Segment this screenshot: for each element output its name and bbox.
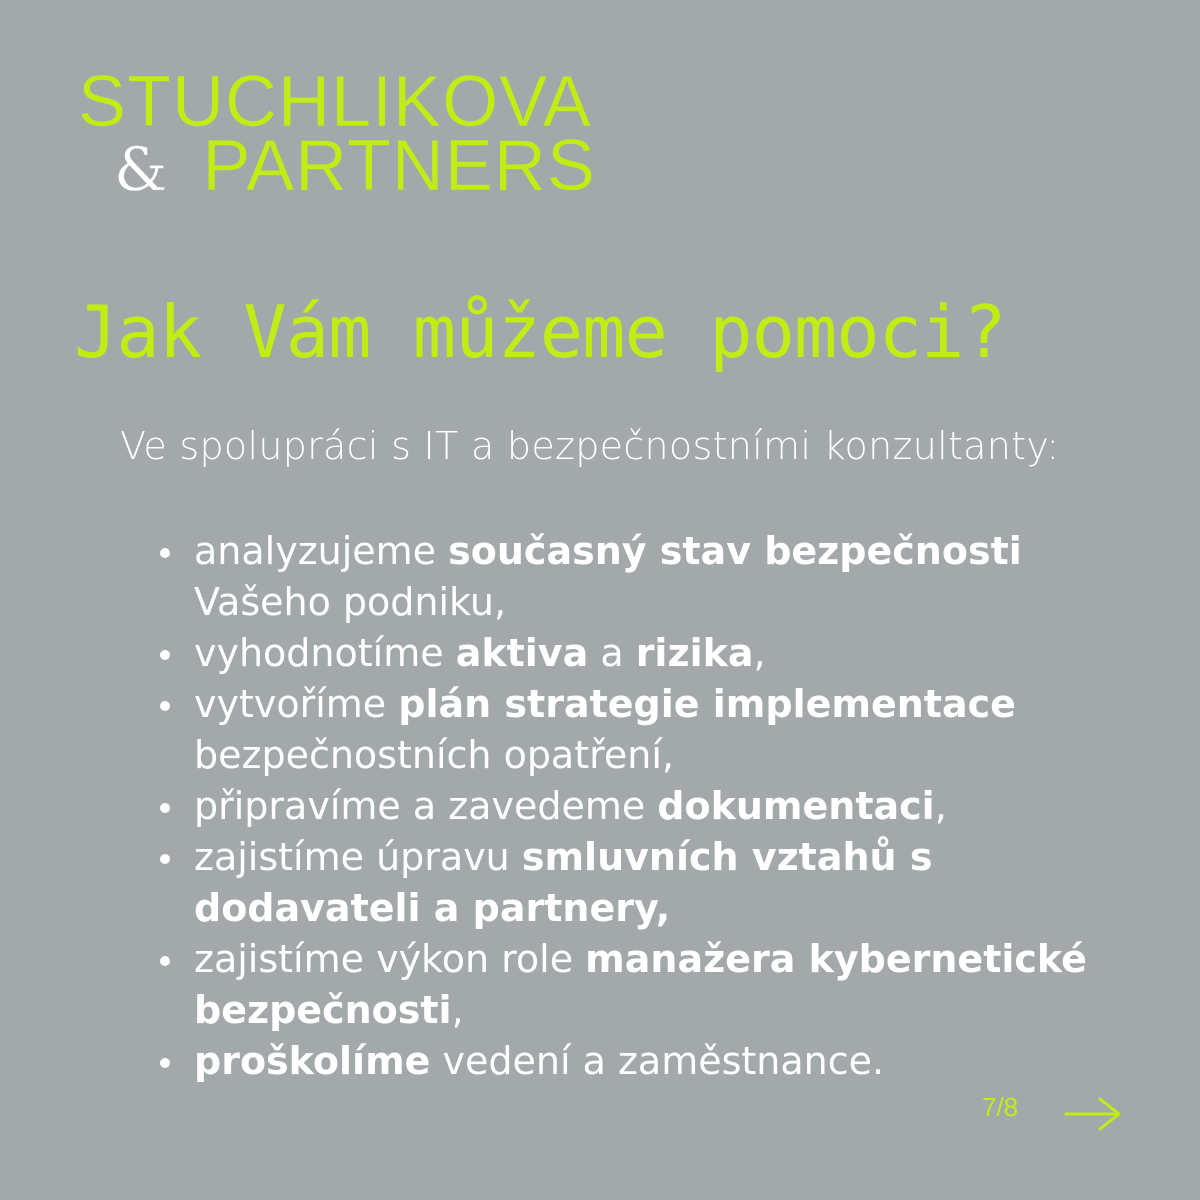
list-item-emphasis: aktiva (455, 631, 589, 675)
list-item-text: analyzujeme (194, 529, 449, 573)
list-item-emphasis: dokumentaci (657, 784, 935, 828)
list-item (194, 781, 1154, 832)
brand-name-line1: STUCHLIKOVA (78, 62, 592, 142)
list-item-emphasis: manažera kybernetické bezpečnosti (194, 937, 1087, 1032)
arrow-right-icon (1064, 1094, 1124, 1134)
brand-name-line2 (78, 126, 596, 206)
list-item-text: vyhodnotíme (194, 631, 456, 675)
list-item-emphasis: současný stav bezpečnosti (448, 529, 1022, 573)
services-list (158, 526, 1154, 1087)
list-item-text: bezpečnostních opatření, (194, 733, 675, 777)
list-item (194, 934, 1154, 1036)
brand-ampersand: & (114, 135, 169, 205)
list-item-text: , (934, 784, 947, 828)
list-item-text: , (451, 988, 464, 1032)
list-item (194, 628, 1154, 679)
list-item-text: , (753, 631, 766, 675)
brand-partners: PARTNERS (202, 126, 596, 206)
list-item-text: Vašeho podniku, (194, 580, 507, 624)
list-item (194, 679, 1154, 781)
list-item-text: a (588, 631, 636, 675)
list-item-emphasis: rizika (635, 631, 754, 675)
list-item-text: připravíme a zavedeme (194, 784, 658, 828)
list-item-text: zajistíme úpravu (194, 835, 522, 879)
page-title: Jak Vám můžeme pomoci? (74, 290, 1006, 374)
list-item-emphasis: plán strategie implementace (398, 682, 1016, 726)
list-item-text: zajistíme výkon role (194, 937, 586, 981)
list-item-text: vedení a zaměstnance. (430, 1039, 885, 1083)
brand-logo (78, 62, 596, 206)
list-item (194, 1036, 1154, 1087)
list-item (194, 832, 1154, 934)
intro-text: Ve spolupráci s IT a bezpečnostními konzultanty: (120, 424, 1060, 468)
list-item-emphasis: smluvních vztahů s dodavateli a partnery, (194, 835, 933, 930)
next-button[interactable] (1064, 1094, 1124, 1134)
page-indicator: 7/8 (982, 1092, 1019, 1122)
list-item-emphasis: proškolíme (194, 1039, 431, 1083)
list-item (194, 526, 1154, 628)
list-item-text: vytvoříme (194, 682, 399, 726)
